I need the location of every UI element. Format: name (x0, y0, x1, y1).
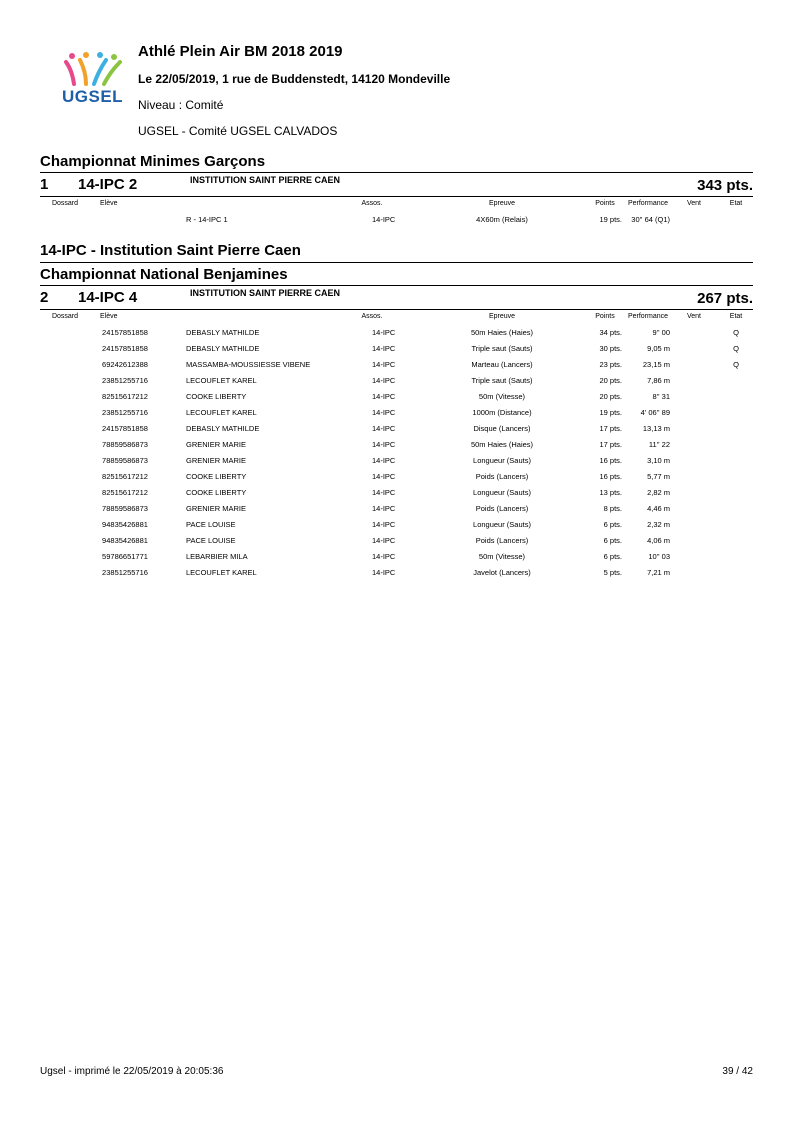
team-points: 343 pts. (697, 177, 753, 194)
cell-points: 16 pts. (599, 472, 622, 481)
figures-icon (60, 50, 130, 88)
level-label: Niveau : Comité (138, 98, 224, 112)
cell-performance: 4,06 m (647, 536, 670, 545)
cell-epreuve: Triple saut (Sauts) (471, 376, 533, 385)
cell-points: 6 pts. (603, 536, 622, 545)
cell-epreuve: 4X60m (Relais) (476, 215, 528, 224)
cell-epreuve: Triple saut (Sauts) (471, 344, 533, 353)
cell-dossard: 82515617212 (102, 472, 148, 481)
cell-eleve: GRENIER MARIE (186, 440, 247, 449)
cell-points: 20 pts. (599, 392, 622, 401)
column-header-eleve: Elève (100, 200, 118, 207)
cell-assos: 14-IPC (372, 520, 396, 529)
event-subtitle: Le 22/05/2019, 1 rue de Buddenstedt, 14120 Mondeville (138, 72, 451, 86)
column-header-assos: Assos. (361, 313, 383, 320)
cell-eleve: LEBARBIER MILA (186, 552, 248, 561)
section-title-minimes: Championnat Minimes Garçons (40, 153, 266, 170)
team-code: 14-IPC 2 (78, 176, 138, 193)
print-info: Ugsel - imprimé le 22/05/2019 à 20:05:36 (40, 1066, 224, 1077)
cell-performance: 23,15 m (642, 360, 670, 369)
cell-points: 20 pts. (599, 376, 622, 385)
cell-points: 17 pts. (599, 440, 622, 449)
cell-points: 30 pts. (599, 344, 622, 353)
cell-epreuve: Poids (Lancers) (475, 504, 529, 513)
cell-dossard: 78859586873 (102, 456, 148, 465)
cell-points: 6 pts. (603, 520, 622, 529)
column-header-assos: Assos. (361, 200, 383, 207)
cell-eleve: LECOUFLET KAREL (186, 408, 257, 417)
cell-dossard: 59786651771 (102, 552, 148, 561)
cell-epreuve: Marteau (Lancers) (471, 360, 533, 369)
cell-assos: 14-IPC (372, 472, 396, 481)
cell-dossard: 78859586873 (102, 504, 148, 513)
cell-assos: 14-IPC (372, 536, 396, 545)
column-header-dossard: Dossard (51, 200, 79, 207)
column-header-epreuve: Epreuve (488, 200, 516, 207)
cell-eleve: PACE LOUISE (186, 520, 236, 529)
cell-epreuve: Javelot (Lancers) (473, 568, 531, 577)
cell-performance: 5,77 m (647, 472, 670, 481)
cell-eleve: COOKE LIBERTY (186, 488, 247, 497)
cell-points: 8 pts. (603, 504, 622, 513)
committee-label: UGSEL - Comité UGSEL CALVADOS (138, 124, 338, 138)
column-header-points: Points (595, 200, 615, 207)
cell-performance: 30'' 64 (Q1) (631, 215, 670, 224)
cell-etat: Q (733, 360, 739, 369)
column-header-dossard: Dossard (51, 313, 79, 320)
column-header-points: Points (595, 313, 615, 320)
cell-eleve: COOKE LIBERTY (186, 472, 247, 481)
cell-eleve: LECOUFLET KAREL (186, 568, 257, 577)
cell-performance: 4' 06'' 89 (640, 408, 670, 417)
section-title-benjamines: Championnat National Benjamines (40, 266, 288, 283)
cell-epreuve: Longueur (Sauts) (473, 520, 531, 529)
cell-epreuve: Poids (Lancers) (475, 536, 529, 545)
cell-epreuve: 50m (Vitesse) (478, 392, 526, 401)
cell-eleve: PACE LOUISE (186, 536, 236, 545)
cell-eleve: MASSAMBA-MOUSSIESSE VIBENE (186, 360, 311, 369)
team-rank: 2 (40, 289, 49, 306)
cell-assos: 14-IPC (372, 488, 396, 497)
cell-points: 13 pts. (599, 488, 622, 497)
cell-dossard: 23851255716 (102, 376, 148, 385)
column-header-vent: Vent (686, 313, 702, 320)
divider (40, 262, 753, 263)
cell-eleve: R - 14-IPC 1 (186, 215, 228, 224)
cell-dossard: 24157851858 (102, 424, 148, 433)
cell-assos: 14-IPC (372, 456, 396, 465)
cell-dossard: 23851255716 (102, 408, 148, 417)
cell-performance: 8'' 31 (652, 392, 670, 401)
team-rank: 1 (40, 176, 49, 193)
cell-epreuve: Poids (Lancers) (475, 472, 529, 481)
column-header-performance: Performance (627, 313, 669, 320)
divider (40, 172, 753, 173)
cell-epreuve: 50m Haies (Haies) (470, 328, 534, 337)
cell-assos: 14-IPC (372, 344, 396, 353)
cell-dossard: 24157851858 (102, 344, 148, 353)
cell-performance: 10'' 03 (648, 552, 670, 561)
cell-dossard: 69242612388 (102, 360, 148, 369)
logo-text: UGSEL (62, 87, 124, 106)
cell-performance: 4,46 m (647, 504, 670, 513)
ugsel-logo (60, 50, 130, 110)
cell-points: 6 pts. (603, 552, 622, 561)
club-title: 14-IPC - Institution Saint Pierre Caen (40, 242, 301, 259)
cell-epreuve: Longueur (Sauts) (473, 488, 531, 497)
cell-performance: 7,86 m (647, 376, 670, 385)
cell-dossard: 82515617212 (102, 488, 148, 497)
column-header-vent: Vent (686, 200, 702, 207)
team-code: 14-IPC 4 (78, 289, 138, 306)
cell-etat: Q (733, 328, 739, 337)
cell-eleve: DEBASLY MATHILDE (186, 424, 260, 433)
cell-epreuve: 1000m (Distance) (472, 408, 532, 417)
cell-assos: 14-IPC (372, 552, 396, 561)
cell-epreuve: 50m Haies (Haies) (470, 440, 534, 449)
cell-points: 19 pts. (599, 408, 622, 417)
cell-points: 34 pts. (599, 328, 622, 337)
cell-points: 23 pts. (599, 360, 622, 369)
cell-assos: 14-IPC (372, 504, 396, 513)
cell-performance: 13,13 m (642, 424, 670, 433)
cell-eleve: LECOUFLET KAREL (186, 376, 257, 385)
cell-eleve: COOKE LIBERTY (186, 392, 247, 401)
cell-dossard: 23851255716 (102, 568, 148, 577)
cell-eleve: DEBASLY MATHILDE (186, 328, 260, 337)
cell-performance: 2,82 m (647, 488, 670, 497)
cell-epreuve: Longueur (Sauts) (473, 456, 531, 465)
cell-epreuve: Disque (Lancers) (473, 424, 531, 433)
divider (40, 309, 753, 310)
cell-assos: 14-IPC (372, 360, 396, 369)
column-header-epreuve: Epreuve (488, 313, 516, 320)
cell-performance: 3,10 m (647, 456, 670, 465)
cell-points: 5 pts. (603, 568, 622, 577)
team-name: INSTITUTION SAINT PIERRE CAEN (190, 288, 341, 298)
cell-assos: 14-IPC (372, 408, 396, 417)
cell-dossard: 82515617212 (102, 392, 148, 401)
cell-assos: 14-IPC (372, 376, 396, 385)
cell-performance: 2,32 m (647, 520, 670, 529)
cell-eleve: GRENIER MARIE (186, 504, 247, 513)
cell-dossard: 78859586873 (102, 440, 148, 449)
cell-points: 19 pts. (599, 215, 622, 224)
cell-assos: 14-IPC (372, 328, 396, 337)
column-header-etat: Etat (729, 313, 743, 320)
divider (40, 196, 753, 197)
cell-dossard: 94835426881 (102, 536, 148, 545)
page-title: Athlé Plein Air BM 2018 2019 (138, 43, 343, 60)
column-header-eleve: Elève (100, 313, 118, 320)
cell-epreuve: 50m (Vitesse) (478, 552, 526, 561)
team-points: 267 pts. (697, 290, 753, 307)
cell-performance: 9,05 m (647, 344, 670, 353)
team-name: INSTITUTION SAINT PIERRE CAEN (190, 175, 341, 185)
cell-assos: 14-IPC (372, 215, 396, 224)
cell-performance: 9'' 00 (652, 328, 670, 337)
cell-eleve: GRENIER MARIE (186, 456, 247, 465)
cell-assos: 14-IPC (372, 392, 396, 401)
divider (40, 285, 753, 286)
cell-points: 16 pts. (599, 456, 622, 465)
cell-performance: 7,21 m (647, 568, 670, 577)
column-header-performance: Performance (627, 200, 669, 207)
cell-dossard: 94835426881 (102, 520, 148, 529)
column-header-etat: Etat (729, 200, 743, 207)
cell-assos: 14-IPC (372, 568, 396, 577)
cell-assos: 14-IPC (372, 424, 396, 433)
page-number: 39 / 42 (722, 1066, 753, 1077)
cell-performance: 11'' 22 (648, 440, 670, 449)
cell-etat: Q (733, 344, 739, 353)
cell-dossard: 24157851858 (102, 328, 148, 337)
cell-assos: 14-IPC (372, 440, 396, 449)
cell-points: 17 pts. (599, 424, 622, 433)
cell-eleve: DEBASLY MATHILDE (186, 344, 260, 353)
